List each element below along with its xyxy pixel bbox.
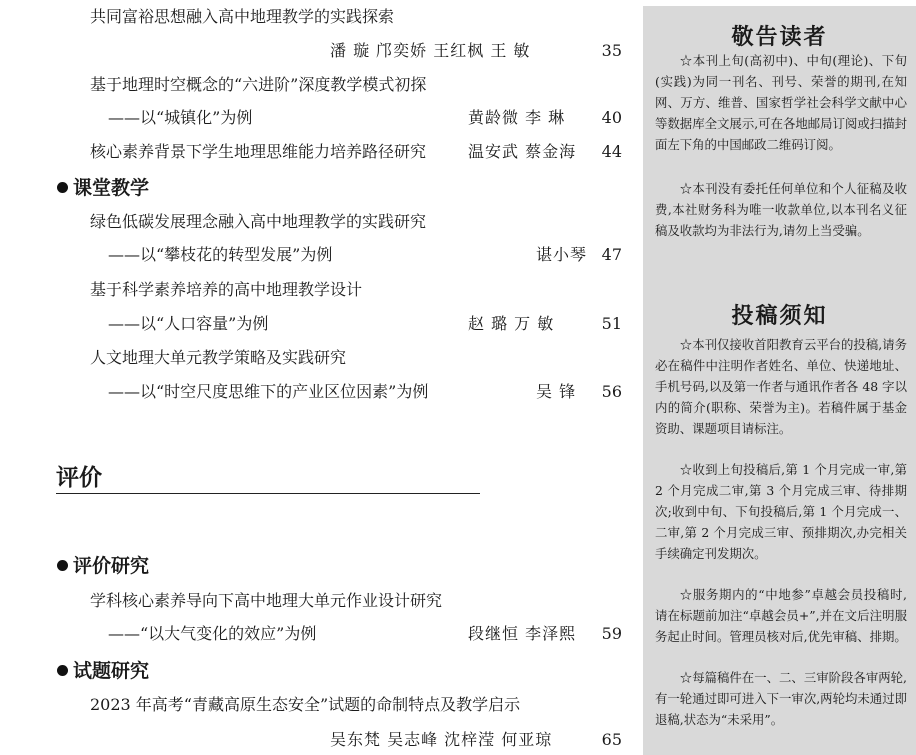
- article-title[interactable]: 学科核心素养导向下高中地理大单元作业设计研究: [90, 591, 443, 610]
- notice-title: 敬告读者: [731, 25, 828, 50]
- article-page: 47: [601, 245, 622, 264]
- bullet-icon: [57, 665, 68, 676]
- article-subtitle: ——以“城镇化”为例: [108, 108, 253, 127]
- article-authors: 温安武 蔡金海: [468, 142, 577, 161]
- section-heading-exam: 试题研究: [57, 659, 149, 683]
- section-divider: [56, 493, 480, 494]
- article-page: 35: [601, 41, 622, 60]
- article-page: 40: [601, 108, 622, 127]
- article-page: 56: [601, 382, 622, 401]
- article-title[interactable]: 绿色低碳发展理念融入高中地理教学的实践研究: [90, 212, 427, 231]
- major-section-heading: 评价: [56, 465, 102, 491]
- article-authors: 黄龄微 李 琳: [468, 108, 566, 127]
- article-page: 65: [601, 730, 622, 749]
- article-authors: 吴 锋: [536, 382, 577, 401]
- submission-paragraph: ☆收到上旬投稿后,第 1 个月完成一审,第 2 个月完成二审,第 3 个月完成三审、待排期次;收到中旬、下旬投稿后,第 1 个月完成一、二审,第 2 个月完成三审、预排期次,办完相关手续确定刊发期次。: [655, 462, 907, 561]
- article-page: 51: [601, 314, 622, 333]
- article-title[interactable]: 核心素养背景下学生地理思维能力培养路径研究: [90, 142, 427, 161]
- notice-paragraph: ☆本刊上旬(高初中)、中旬(理论)、下旬(实践)为同一刊名、刊号、荣誉的期刊,在知网、万方、维普、国家哲学社会科学文献中心等数据库全文展示,可在各地邮局订阅或扫描封面左下角的中国邮政二维码订阅。: [655, 53, 907, 152]
- article-title[interactable]: 2023 年高考“青藏高原生态安全”试题的命制特点及教学启示: [90, 695, 521, 714]
- article-title[interactable]: 基于科学素养培养的高中地理教学设计: [90, 280, 363, 299]
- section-heading-classroom: 课堂教学: [57, 176, 149, 200]
- notice-sidebar: [643, 6, 916, 755]
- article-authors: 潘 璇 邝奕娇 王红枫 王 敏: [330, 41, 531, 60]
- article-authors: 段继恒 李泽熙: [468, 624, 577, 643]
- article-title[interactable]: 共同富裕思想融入高中地理教学的实践探索: [90, 7, 395, 26]
- article-subtitle: ——以“攀枝花的转型发展”为例: [108, 245, 333, 264]
- article-subtitle: ——“以大气变化的效应”为例: [108, 624, 317, 643]
- submission-paragraph: ☆每篇稿件在一、二、三审阶段各审两轮,有一轮通过即可进入下一审次,两轮均未通过即退稿,状态为“未采用”。: [655, 670, 907, 727]
- article-title[interactable]: 人文地理大单元教学策略及实践研究: [90, 348, 347, 367]
- article-subtitle: ——以“时空尺度思维下的产业区位因素”为例: [108, 382, 429, 401]
- article-page: 44: [601, 142, 622, 161]
- article-authors: 谌小琴: [536, 245, 588, 264]
- notice-paragraph: ☆本刊没有委托任何单位和个人征稿及收费,本社财务科为唯一收款单位,以本刊名义征稿及收款均为非法行为,请勿上当受骗。: [655, 181, 907, 238]
- bullet-icon: [57, 182, 68, 193]
- submission-paragraph: ☆服务期内的“中地参”卓越会员投稿时,请在标题前加注“卓越会员+”,并在文后注明服务起止时间。管理员核对后,优先审稿、排期。: [655, 587, 907, 644]
- bullet-icon: [57, 560, 68, 571]
- article-page: 59: [601, 624, 622, 643]
- section-heading-eval-research: 评价研究: [57, 554, 149, 578]
- submission-title: 投稿须知: [731, 304, 828, 329]
- article-title[interactable]: 基于地理时空概念的“六进阶”深度教学模式初探: [90, 75, 427, 94]
- article-subtitle: ——以“人口容量”为例: [108, 314, 269, 333]
- article-authors: 赵 璐 万 敏: [468, 314, 555, 333]
- submission-paragraph: ☆本刊仅接收首阳教育云平台的投稿,请务必在稿件中注明作者姓名、单位、快递地址、手机号码,以及第一作者与通讯作者各 48 字以内的简介(职称、荣誉为主)。若稿件属于基金资助、课题项目请标注。: [655, 337, 907, 436]
- article-authors: 吴东梵 吴志峰 沈梓滢 何亚琼: [330, 730, 553, 749]
